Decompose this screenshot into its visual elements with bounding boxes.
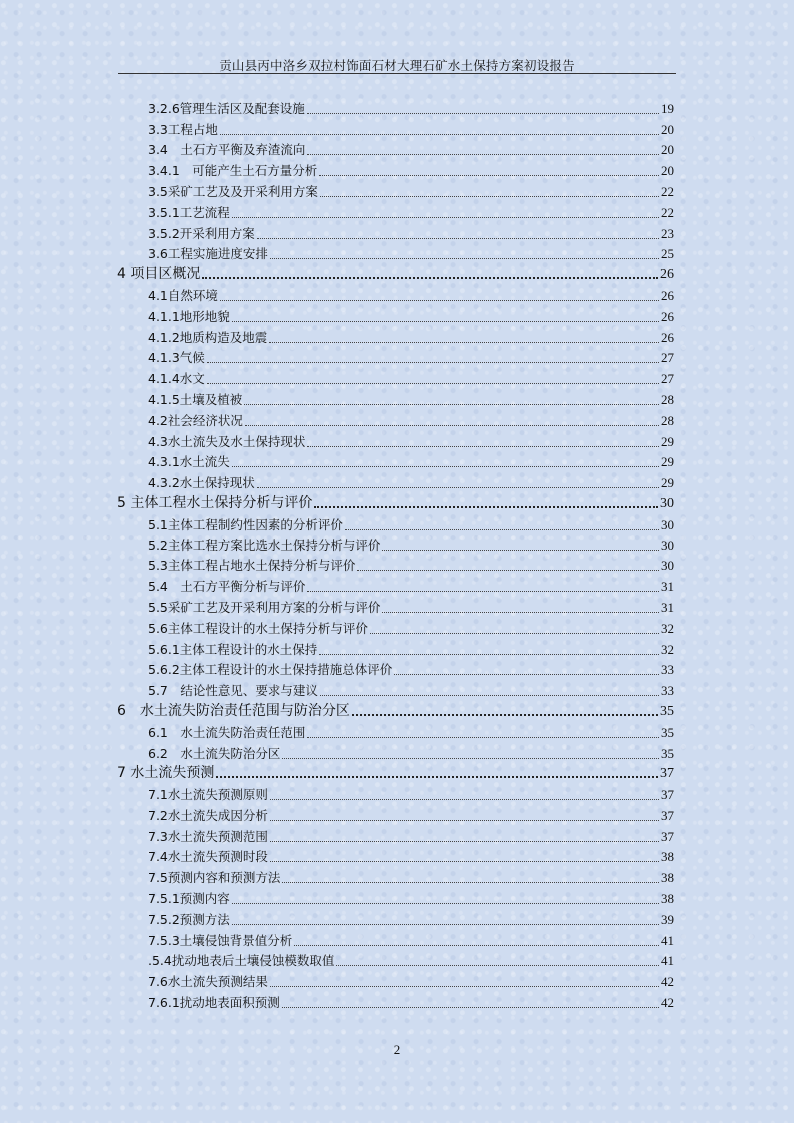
- toc-entry[interactable]: [117, 408, 674, 429]
- toc-entry[interactable]: [117, 304, 674, 325]
- toc-entry-page: 30: [661, 537, 674, 553]
- toc-entry-title: 7.2水土流失成因分析: [148, 807, 268, 823]
- toc-entry[interactable]: [117, 782, 674, 803]
- toc-entry-title: 6 水土流失防治责任范围与防治分区: [117, 702, 350, 719]
- toc-entry-page: 25: [661, 246, 674, 262]
- toc-entry[interactable]: [117, 741, 674, 762]
- toc-entry-page: 38: [661, 849, 674, 865]
- toc-entry[interactable]: [117, 117, 674, 138]
- toc-entry-page: 20: [661, 142, 674, 158]
- toc-leader-dots: [314, 505, 658, 508]
- toc-entry[interactable]: [117, 865, 674, 886]
- toc-leader-dots: [202, 276, 658, 279]
- toc-entry[interactable]: [117, 346, 674, 367]
- toc-entry-title: 7.5.3土壤侵蚀背景值分析: [148, 932, 293, 948]
- toc-entry-page: 42: [661, 995, 674, 1011]
- toc-entry-title: 3.5采矿工艺及及开采利用方案: [148, 183, 318, 199]
- toc-leader-dots: [257, 237, 659, 239]
- toc-leader-dots: [232, 923, 659, 925]
- toc-entry[interactable]: [117, 325, 674, 346]
- toc-leader-dots: [269, 341, 659, 343]
- toc-entry-title: 3.6工程实施进度安排: [148, 246, 268, 262]
- toc-entry-title: 7.6水土流失预测结果: [148, 974, 268, 990]
- toc-entry[interactable]: [117, 533, 674, 554]
- toc-entry-page: 22: [661, 183, 674, 199]
- toc-leader-dots: [282, 757, 659, 759]
- toc-leader-dots: [207, 361, 659, 363]
- toc-entry-page: 38: [661, 891, 674, 907]
- toc-entry-title: .5.4扰动地表后土壤侵蚀模数取值: [148, 953, 335, 969]
- toc-entry-page: 33: [661, 662, 674, 678]
- toc-entry[interactable]: [117, 720, 674, 741]
- toc-leader-dots: [382, 549, 659, 551]
- toc-entry[interactable]: [117, 699, 674, 720]
- toc-leader-dots: [382, 611, 659, 613]
- toc-entry-page: 37: [661, 807, 674, 823]
- toc-entry-title: 3.2.6管理生活区及配套设施: [148, 100, 305, 116]
- toc-entry[interactable]: [117, 283, 674, 304]
- toc-entry-title: 5.3主体工程占地水土保持分析与评价: [148, 558, 356, 574]
- toc-leader-dots: [345, 528, 659, 530]
- toc-entry-page: 27: [661, 350, 674, 366]
- toc-entry-page: 42: [661, 974, 674, 990]
- toc-entry[interactable]: [117, 678, 674, 699]
- toc-entry[interactable]: [117, 242, 674, 263]
- toc-leader-dots: [270, 985, 659, 987]
- toc-entry-title: 5.1主体工程制约性因素的分析评价: [148, 516, 343, 532]
- toc-entry[interactable]: [117, 179, 674, 200]
- toc-entry-title: 4.1.4水文: [148, 371, 205, 387]
- toc-entry-page: 23: [661, 225, 674, 241]
- toc-entry[interactable]: [117, 429, 674, 450]
- toc-leader-dots: [220, 299, 659, 301]
- toc-entry-title: 5.2主体工程方案比选水土保持分析与评价: [148, 537, 381, 553]
- toc-entry-page: 26: [661, 287, 674, 303]
- toc-entry[interactable]: [117, 658, 674, 679]
- toc-entry[interactable]: [117, 158, 674, 179]
- toc-entry-title: 5.6.1主体工程设计的水土保持: [148, 641, 318, 657]
- toc-entry-title: 4.1.3气候: [148, 350, 205, 366]
- toc-entry-page: 37: [660, 766, 674, 782]
- toc-entry[interactable]: [117, 387, 674, 408]
- toc-entry-title: 7.3水土流失预测范围: [148, 828, 268, 844]
- toc-entry-title: 3.4 土石方平衡及弃渣流向: [148, 142, 306, 158]
- toc-entry-page: 27: [661, 371, 674, 387]
- toc-leader-dots: [270, 819, 659, 821]
- toc-entry[interactable]: [117, 824, 674, 845]
- toc-entry[interactable]: [117, 762, 674, 783]
- toc-entry-title: 4.1自然环境: [148, 287, 218, 303]
- toc-leader-dots: [370, 632, 659, 634]
- toc-entry-title: 6.2 水土流失防治分区: [148, 745, 281, 761]
- toc-entry[interactable]: [117, 450, 674, 471]
- toc-entry-title: 7.1水土流失预测原则: [148, 787, 268, 803]
- toc-entry-page: 29: [661, 433, 674, 449]
- toc-entry-title: 3.5.2开采利用方案: [148, 225, 255, 241]
- toc-leader-dots: [294, 944, 659, 946]
- toc-leader-dots: [307, 736, 659, 738]
- toc-entry[interactable]: [117, 200, 674, 221]
- toc-leader-dots: [244, 403, 659, 405]
- toc-entry-title: 5.6主体工程设计的水土保持分析与评价: [148, 620, 368, 636]
- toc-entry-page: 37: [661, 828, 674, 844]
- toc-entry[interactable]: [117, 845, 674, 866]
- toc-leader-dots: [307, 153, 659, 155]
- toc-entry-page: 28: [661, 391, 674, 407]
- toc-entry-page: 26: [661, 329, 674, 345]
- toc-leader-dots: [307, 112, 659, 114]
- toc-entry[interactable]: [117, 928, 674, 949]
- toc-entry-title: 4.2社会经济状况: [148, 412, 243, 428]
- toc-entry[interactable]: [117, 138, 674, 159]
- toc-entry[interactable]: [117, 470, 674, 491]
- toc-leader-dots: [319, 174, 659, 176]
- toc-entry-page: 38: [661, 870, 674, 886]
- toc-entry-title: 7.5预测内容和预测方法: [148, 870, 281, 886]
- toc-entry-page: 37: [661, 787, 674, 803]
- toc-entry-title: 7.5.1预测内容: [148, 891, 230, 907]
- toc-leader-dots: [232, 216, 659, 218]
- toc-entry[interactable]: [117, 491, 674, 512]
- toc-leader-dots: [307, 445, 659, 447]
- toc-entry-title: 5.6.2主体工程设计的水土保持措施总体评价: [148, 662, 393, 678]
- toc-entry[interactable]: [117, 990, 674, 1011]
- toc-entry-page: 35: [661, 745, 674, 761]
- toc-entry[interactable]: [117, 221, 674, 242]
- header-rule: [118, 73, 676, 74]
- toc-entry-page: 32: [661, 641, 674, 657]
- toc-entry[interactable]: [117, 886, 674, 907]
- toc-entry-page: 26: [660, 267, 674, 283]
- toc-entry[interactable]: [117, 512, 674, 533]
- toc-leader-dots: [394, 673, 659, 675]
- toc-leader-dots: [216, 775, 658, 778]
- toc-entry-page: 29: [661, 454, 674, 470]
- toc-entry[interactable]: [117, 949, 674, 970]
- toc-entry[interactable]: [117, 554, 674, 575]
- toc-entry-page: 22: [661, 204, 674, 220]
- toc-leader-dots: [319, 653, 659, 655]
- toc-leader-dots: [220, 133, 659, 135]
- toc-entry-title: 5 主体工程水土保持分析与评价: [117, 494, 313, 511]
- toc-entry-title: 5.5采矿工艺及开采利用方案的分析与评价: [148, 599, 381, 615]
- toc-entry-page: 41: [661, 953, 674, 969]
- toc-leader-dots: [232, 465, 659, 467]
- toc-entry[interactable]: [117, 595, 674, 616]
- toc-entry-page: 30: [660, 495, 674, 511]
- toc-entry[interactable]: [117, 616, 674, 637]
- toc-entry-page: 29: [661, 475, 674, 491]
- toc-entry-title: 6.1 水土流失防治责任范围: [148, 724, 306, 740]
- toc-entry-page: 35: [661, 724, 674, 740]
- toc-entry[interactable]: [117, 637, 674, 658]
- toc-entry-title: 3.3工程占地: [148, 121, 218, 137]
- toc-entry-page: 32: [661, 620, 674, 636]
- toc-leader-dots: [232, 320, 659, 322]
- toc-entry-title: 4.3.2水土保持现状: [148, 475, 255, 491]
- table-of-contents: [117, 96, 674, 1011]
- toc-entry-title: 7.5.2预测方法: [148, 911, 230, 927]
- toc-entry-title: 4.1.1地形地貌: [148, 308, 230, 324]
- toc-entry[interactable]: [117, 969, 674, 990]
- toc-leader-dots: [336, 964, 659, 966]
- toc-leader-dots: [357, 569, 659, 571]
- toc-entry-page: 31: [661, 579, 674, 595]
- toc-entry-page: 31: [661, 599, 674, 615]
- toc-entry-page: 35: [660, 703, 674, 719]
- toc-leader-dots: [320, 694, 659, 696]
- toc-entry-page: 20: [661, 121, 674, 137]
- toc-leader-dots: [307, 590, 659, 592]
- toc-entry[interactable]: [117, 574, 674, 595]
- page-number: 2: [393, 1042, 401, 1057]
- toc-leader-dots: [232, 902, 659, 904]
- toc-entry-title: 4.1.2地质构造及地震: [148, 329, 268, 345]
- toc-entry-page: 41: [661, 932, 674, 948]
- running-header: 贡山县丙中洛乡双拉村饰面石材大理石矿水土保持方案初设报告: [219, 58, 575, 73]
- toc-entry-page: 26: [661, 308, 674, 324]
- toc-entry-title: 4 项目区概况: [117, 266, 201, 283]
- toc-entry[interactable]: [117, 366, 674, 387]
- toc-entry-title: 7 水土流失预测: [117, 765, 215, 782]
- toc-entry-page: 19: [661, 100, 674, 116]
- toc-leader-dots: [352, 713, 658, 716]
- toc-entry-title: 4.3水土流失及水土保持现状: [148, 433, 306, 449]
- toc-entry-title: 3.4.1 可能产生土石方量分析: [148, 163, 318, 179]
- toc-entry-title: 7.6.1扰动地表面积预测: [148, 995, 280, 1011]
- toc-entry-title: 7.4水土流失预测时段: [148, 849, 268, 865]
- toc-leader-dots: [282, 1006, 659, 1008]
- toc-entry[interactable]: [117, 803, 674, 824]
- toc-entry[interactable]: [117, 262, 674, 283]
- toc-leader-dots: [270, 860, 659, 862]
- toc-leader-dots: [320, 195, 659, 197]
- toc-entry-title: 5.4 土石方平衡分析与评价: [148, 579, 306, 595]
- toc-entry-title: 3.5.1工艺流程: [148, 204, 230, 220]
- toc-entry-page: 30: [661, 558, 674, 574]
- toc-leader-dots: [282, 881, 659, 883]
- toc-leader-dots: [270, 257, 659, 259]
- toc-entry-title: 4.3.1水土流失: [148, 454, 230, 470]
- toc-entry-page: 33: [661, 683, 674, 699]
- toc-entry-title: 5.7 结论性意见、要求与建议: [148, 683, 318, 699]
- toc-entry-page: 20: [661, 163, 674, 179]
- toc-entry-page: 28: [661, 412, 674, 428]
- toc-entry-page: 30: [661, 516, 674, 532]
- toc-leader-dots: [270, 840, 659, 842]
- toc-entry[interactable]: [117, 907, 674, 928]
- toc-leader-dots: [257, 486, 659, 488]
- toc-entry-title: 4.1.5土壤及植被: [148, 391, 243, 407]
- toc-entry-page: 39: [661, 911, 674, 927]
- toc-leader-dots: [270, 798, 659, 800]
- toc-leader-dots: [207, 382, 659, 384]
- toc-entry[interactable]: [117, 96, 674, 117]
- toc-leader-dots: [245, 424, 659, 426]
